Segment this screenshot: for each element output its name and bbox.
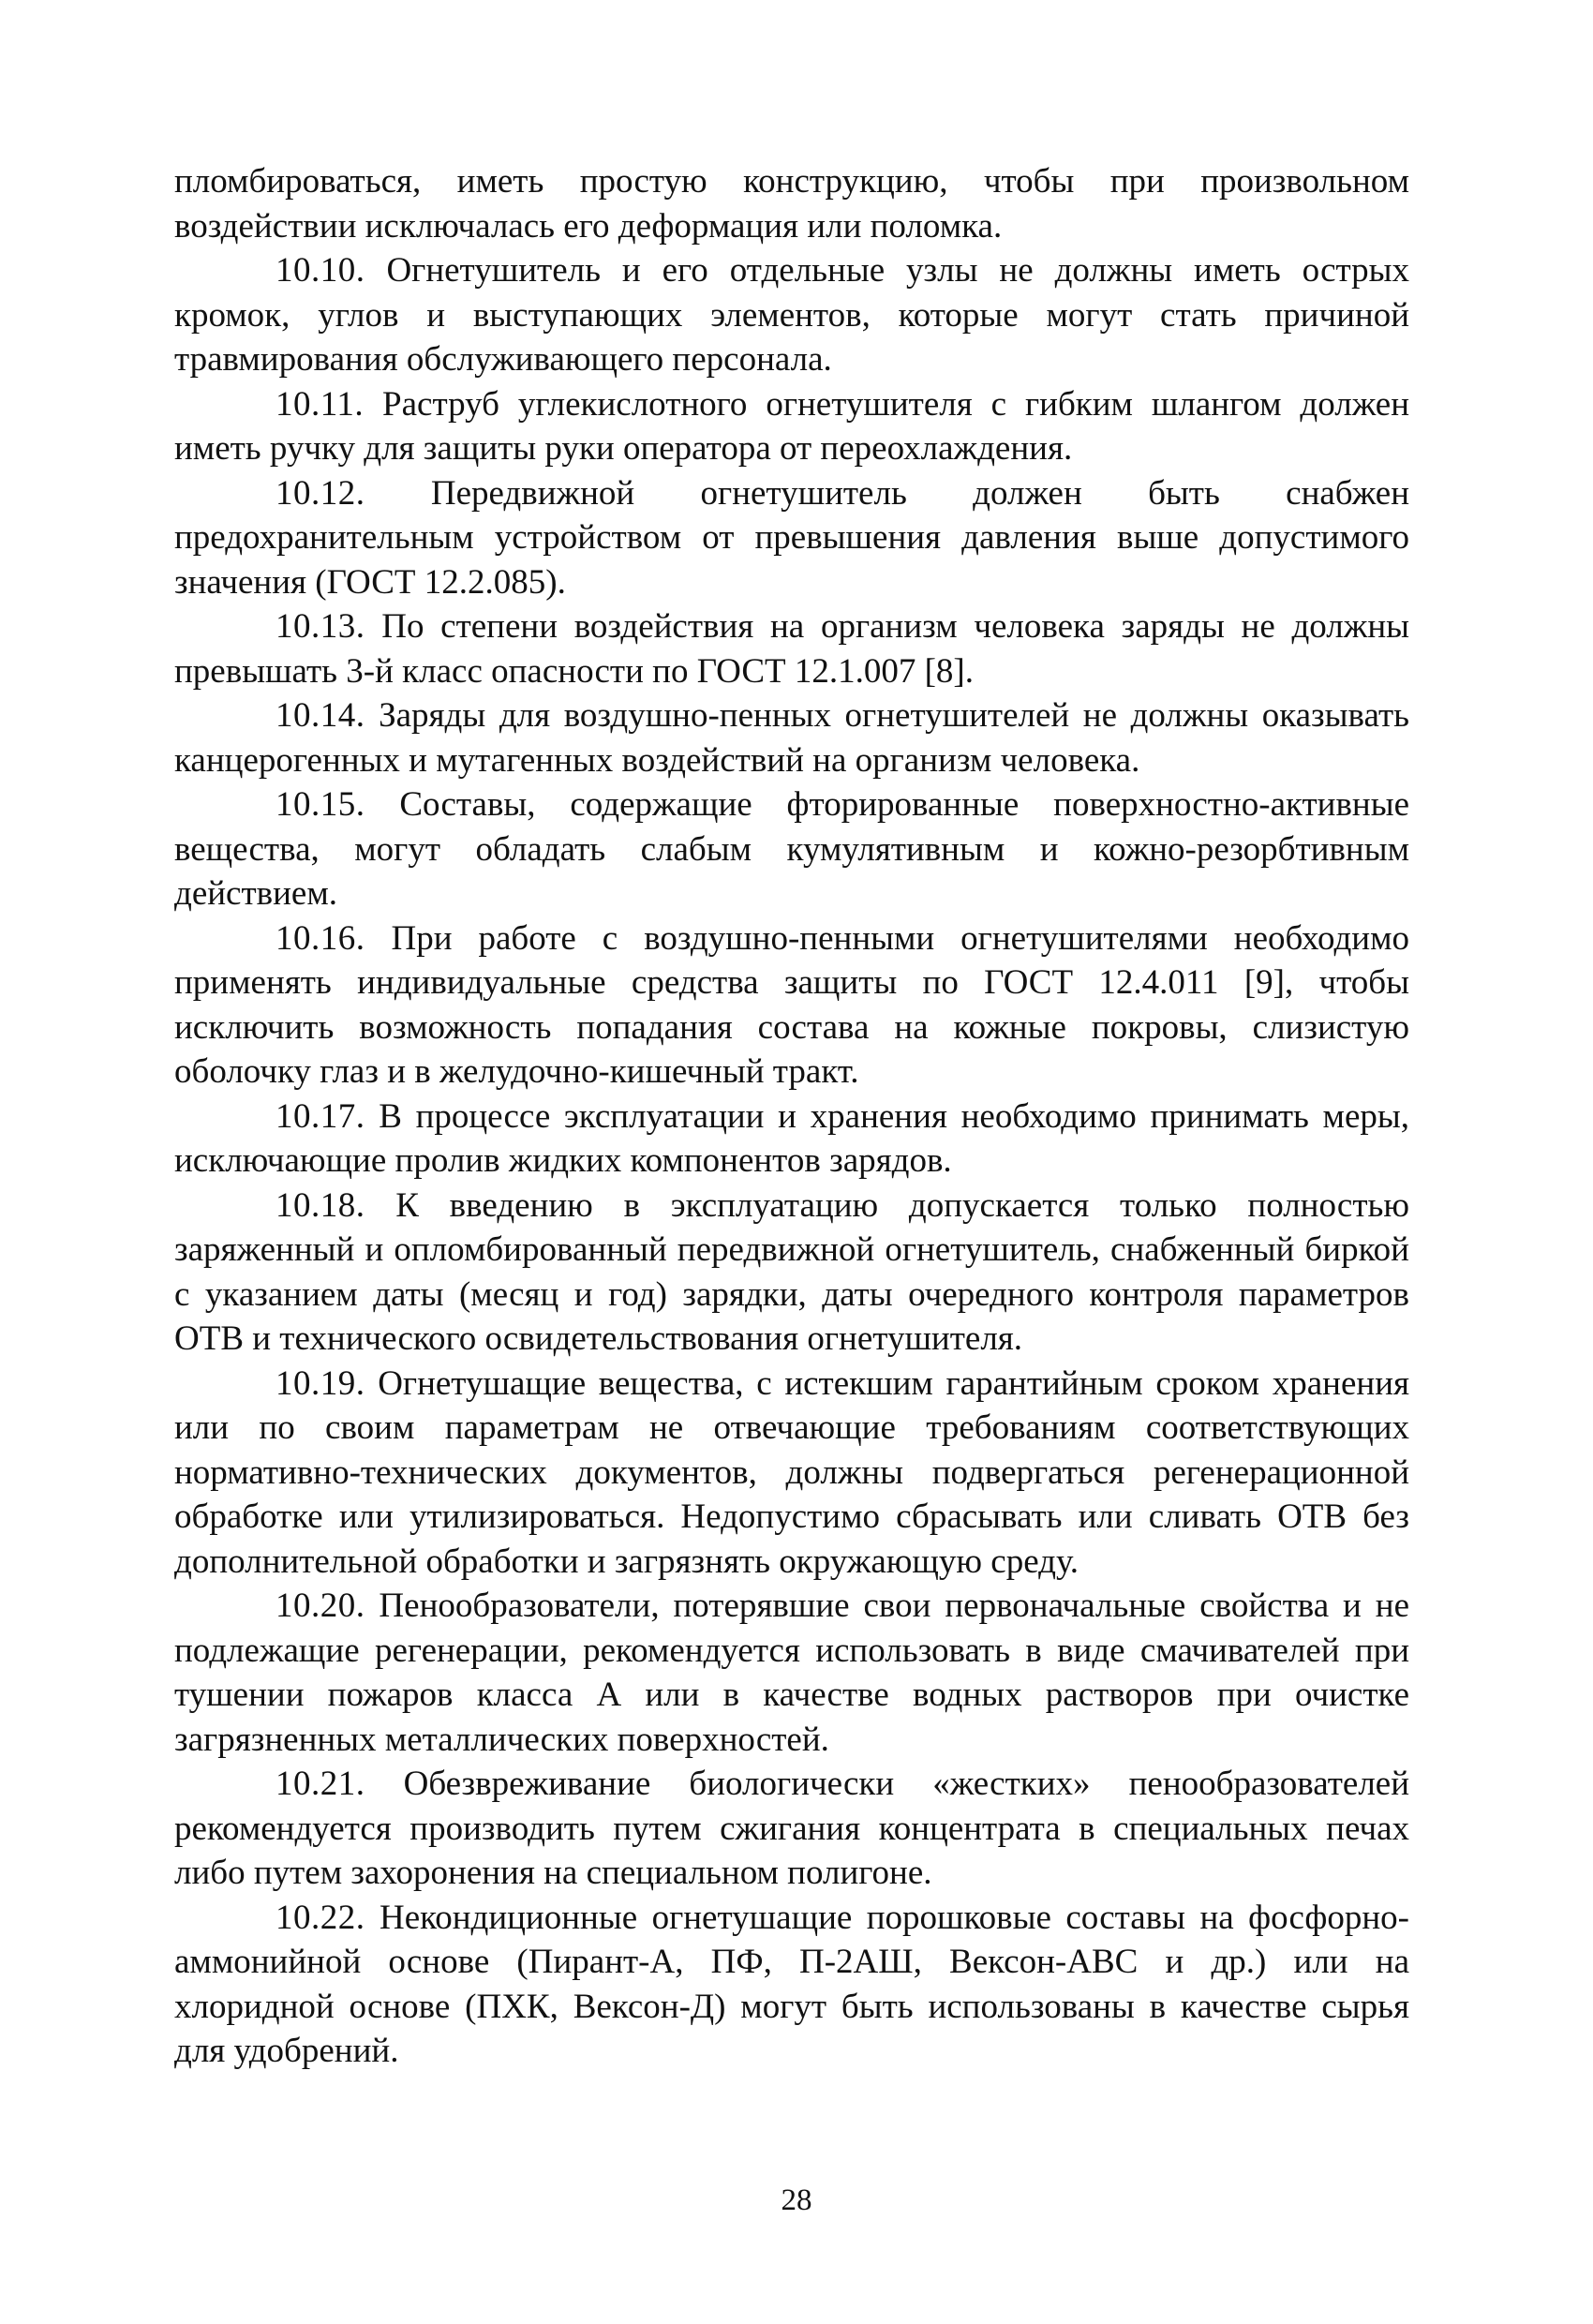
paragraph-text: Огнетушащие вещества, с истекшим гарантийным сроком хранения или по своим параметрам не отвечающие требованиям соответствующих нормативно-технических документов, должны подвергаться регенерационной обработке или утилизироваться. Недопустимо сбрасывать или сливать ОТВ без дополнительной обработки и загрязнять окружающую среду. bbox=[174, 1363, 1410, 1581]
paragraph-number: 10.22. bbox=[275, 1898, 365, 1937]
paragraph-text: Передвижной огнетушитель должен быть снабжен предохранительным устройством от превышения давления выше допустимого значения (ГОСТ 12.2.085). bbox=[174, 473, 1409, 602]
paragraph-text: Огнетушитель и его отдельные узлы не должны иметь острых кромок, углов и выступающих элементов, которые могут стать причиной травмирования обслуживающего персонала. bbox=[174, 251, 1409, 379]
paragraph-10-19 bbox=[174, 1362, 1409, 1585]
paragraph-text: Некондиционные огнетушащие порошковые составы на фосфорно-аммонийной основе (Пирант-А, ПФ, П-2АШ, Вексон-АВС и др.) или на хлоридной основе (ПХК, Вексон-Д) могут быть использованы в качестве сырья для удобрений. bbox=[174, 1898, 1410, 2070]
paragraph-number: 10.14. bbox=[275, 696, 365, 735]
paragraph-text: Заряды для воздушно-пенных огнетушителей не должны оказывать канцерогенных и мутагенных воздействий на организм человека. bbox=[174, 696, 1409, 780]
paragraph-number: 10.20. bbox=[275, 1587, 365, 1625]
paragraph-text: Обезвреживание биологически «жестких» пенообразователей рекомендуется производить путем сжигания концентрата в специальных печах либо путем захоронения на специальном полигоне. bbox=[174, 1765, 1409, 1892]
paragraph-10-11 bbox=[174, 382, 1409, 471]
paragraph-10-21 bbox=[174, 1762, 1409, 1896]
paragraph-number: 10.16. bbox=[275, 918, 365, 958]
paragraph-text: Пенообразователи, потерявшие свои первоначальные свойства и не подлежащие регенерации, рекомендуется использовать в виде смачивателей при тушении пожаров класса А или в качестве водных растворов при очистке загрязненных металлических поверхностей. bbox=[174, 1587, 1409, 1759]
paragraph-text: Составы, содержащие фторированные поверхностно-активные вещества, могут обладать слабым кумулятивным и кожно-резорбтивным действием. bbox=[174, 785, 1410, 913]
paragraph-text: По степени воздействия на организм человека заряды не должны превышать 3-й класс опасности по ГОСТ 12.1.007 [8]. bbox=[174, 607, 1409, 691]
paragraph-number: 10.21. bbox=[275, 1765, 365, 1803]
paragraph-10-15 bbox=[174, 782, 1409, 916]
paragraph-10-22 bbox=[174, 1896, 1409, 2074]
paragraph-text: пломбироваться, иметь простую конструкцию, чтобы при произвольном воздействии исключалась его деформация или поломка. bbox=[174, 162, 1409, 246]
paragraph-10-17 bbox=[174, 1095, 1409, 1184]
paragraph-10-10 bbox=[174, 248, 1409, 382]
document-body bbox=[174, 159, 1409, 2074]
paragraph-text: В процессе эксплуатации и хранения необходимо принимать меры, исключающие пролив жидких компонентов зарядов. bbox=[174, 1096, 1410, 1180]
paragraph-text: Раструб углекислотного огнетушителя с гибким шлангом должен иметь ручку для защиты руки оператора от переохлаждения. bbox=[174, 384, 1409, 468]
paragraph-number: 10.19. bbox=[275, 1363, 365, 1403]
paragraph-10-18 bbox=[174, 1184, 1409, 1362]
paragraph-text: К введению в эксплуатацию допускается только полностью заряженный и опломбированный передвижной огнетушитель, снабженный биркой с указанием даты (месяц и год) зарядки, даты очередного контроля параметров ОТВ и технического освидетельствования огнетушителя. bbox=[174, 1185, 1409, 1358]
paragraph-10-12 bbox=[174, 471, 1409, 605]
paragraph-number: 10.18. bbox=[275, 1185, 365, 1225]
paragraph-10-13 bbox=[174, 604, 1409, 693]
paragraph-10-20 bbox=[174, 1584, 1409, 1762]
page-number: 28 bbox=[781, 2183, 812, 2217]
paragraph-number: 10.15. bbox=[275, 785, 365, 824]
paragraph-number: 10.17. bbox=[275, 1096, 365, 1136]
paragraph-continuation bbox=[174, 159, 1409, 248]
paragraph-10-16 bbox=[174, 916, 1409, 1095]
paragraph-text: При работе с воздушно-пенными огнетушителями необходимо применять индивидуальные средства защиты по ГОСТ 12.4.011 [9], чтобы исключить возможность попадания состава на кожные покровы, слизистую оболочку глаз и в желудочно-кишечный тракт. bbox=[174, 918, 1410, 1091]
paragraph-number: 10.11. bbox=[275, 384, 365, 424]
paragraph-number: 10.10. bbox=[275, 251, 365, 290]
paragraph-number: 10.12. bbox=[275, 473, 365, 513]
paragraph-number: 10.13. bbox=[275, 607, 365, 646]
paragraph-10-14 bbox=[174, 693, 1409, 782]
